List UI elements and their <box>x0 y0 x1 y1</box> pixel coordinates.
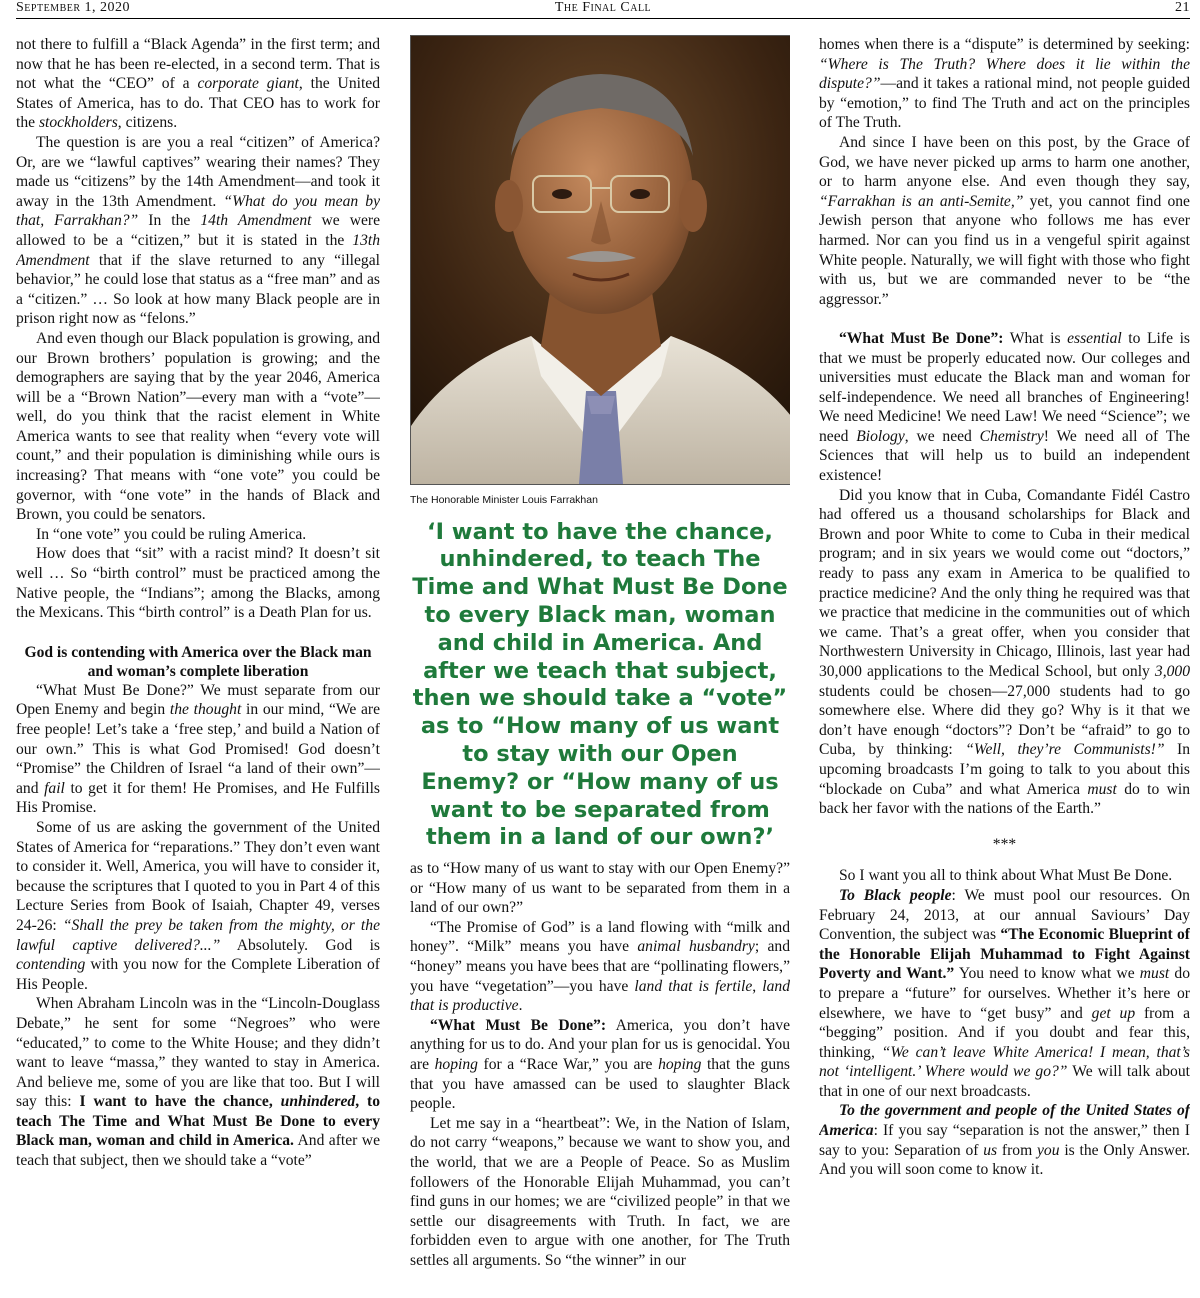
paragraph: The question is are you a real “citizen” of America? Or, are we “lawful captives” wearing their names? They made us “citizens” by the 14th Amendment—and took it away in the 13th Amendment. “What do you mean by that, Farrakhan?” In the 14th Amendment we were allowed to be a “citizen,” but it is stated in the 13th Amendment that if the slave returned to any “illegal behavior,” he could lose that status as a “free man” and as a “citizen.” … So look at how many Black people are in prison right now as “felons.” <box>16 133 380 328</box>
paragraph: And even though our Black population is growing, and our Brown brothers’ population is growing; and the demographers are saying that by the year 2046, America will be a “Brown Nation”—every man with a “vote”—well, do you think that the racist element in White America wants to see that reality when “every vote will count,” and their population is diminishing while ours is increasing? That means with “one vote” you could be governor, with “one vote” in the hands of Black and Brown, you could be senators. <box>16 329 380 524</box>
paragraph: In “one vote” you could be ruling America. <box>36 525 307 543</box>
paragraph: To Black people: We must pool our resources. On February 24, 2013, at our annual Saviours’ Day Convention, the subject was “The Economic Blueprint of the Honorable Elijah Muhammad to Fight Against Poverty and Want.” You need to know what we must do to prepare a “future” for ourselves. Whether it’s here or elsewhere, we have to “get busy” and get up from a “begging” position. And if you doubt and fear this, thinking, “We can’t leave White America! I mean, that’s not ‘intelligent.’ Where would we go?” We will talk about that in one of our next broadcasts. <box>819 886 1190 1100</box>
publication-name: The Final Call <box>554 0 652 15</box>
section-break: *** <box>992 835 1017 853</box>
page-number: 21 <box>1175 0 1190 15</box>
paragraph: When Abraham Lincoln was in the “Lincoln-Douglass Debate,” he sent for some “Negroes” who were “educated,” to come to the White House; and they didn’t want to leave “massa,” they wanted to stay in America. And believe me, some of you are like that too. But I will say this: I want to have the chance, unhindered, to teach The Time and What Must Be Done to every Black man, woman and child in America. And after we teach that subject, then we should take a “vote” <box>16 995 380 1170</box>
paragraph: “What Must Be Done”: America, you don’t have anything for us to do. And your plan for us is genocidal. You are hoping for a “Race War,” you are hoping that the guns that you have amassed can be used to slaughter Black people. <box>410 1016 790 1113</box>
paragraph: as to “How many of us want to stay with our Open Enemy?” or “How many of us want to be separated from them in a land of our own?” <box>410 860 790 917</box>
portrait-illustration <box>411 36 790 484</box>
article-column-3 <box>819 35 1190 1298</box>
article-column-1 <box>16 35 380 1298</box>
page-header <box>16 0 1190 19</box>
photo-caption: The Honorable Minister Louis Farrakhan <box>410 494 598 506</box>
paragraph: Let me say in a “heartbeat”: We, in the Nation of Islam, do not carry “weapons,” because we want to show you, and the world, that we are a People of Peace. So as Muslim followers of the Honorable Elijah Muhammad, you can’t find guns in our homes; we are “civilized people” in that we settle our disagreements with Truth. In fact, we are forbidden even to argue with one another, for The Truth settles all arguments. So “the winner” in our <box>410 1114 790 1269</box>
paragraph: Some of us are asking the government of the United States of America for “reparations.” They don’t even want to consider it. Well, America, you will have to consider it, because the scriptures that I quoted to you in Part 4 of this Lecture Series from Book of Isaiah, Chapter 49, verses 24-26: “Shall the prey be taken from the mighty, or the lawful captive delivered?...” Absolutely. God is contending with you now for the Complete Liberation of His People. <box>16 818 380 993</box>
paragraph: “What Must Be Done”: What is essential to Life is that we must be properly educated now. Our colleges and universities must educate the Black man and woman for self-independence. We need all branches of Engineering! We need Medicine! We need Law! We need “Science”; we need Biology, we need Chemistry! We need all of The Sciences that will help us to build an independent existence! <box>819 329 1190 485</box>
paragraph: not there to fulfill a “Black Agenda” in the first term; and now that he has been re-elected, in a second term. That is not what the “CEO” of a corporate giant, the United States of America, has to do. That CEO has to work for the stockholders, citizens. <box>16 36 380 132</box>
paragraph: And since I have been on this post, by the Grace of God, we have never picked up arms to harm one another, or to harm anyone else. And even though they say, “Farrakhan is an anti-Semite,” yet, you cannot find one Jewish person that anyone who follows me has ever harmed. Nor can you find us in a vengeful spirit against White people. Naturally, we will fight with those who fight with us, but we are commanded never to be “the aggressor.” <box>819 133 1190 308</box>
pull-quote: ‘I want to have the chance, unhindered, to teach The Time and What Must Be Done to every Black man, woman and child in America. And after we teach that subject, then we should take a “vote” as to “How many of us want to stay with our Open Enemy? or “How many of us want to be separated from them in a land of our own?’ <box>412 518 788 851</box>
paragraph: “What Must Be Done?” We must separate from our Open Enemy and begin the thought in our mind, “We are free people! Let’s take a ‘free step,’ and build a Nation of our own.” This is what God Promised! God doesn’t “Promise” the Children of Israel “a land of their own”—and fail to get it for them! He Promises, and He Fulfills His Promise. <box>16 681 380 817</box>
paragraph: homes when there is a “dispute” is determined by seeking: “Where is The Truth? Where does it lie within the dispute?”—and it takes a rational mind, not people guided by “emotion,” to find The Truth and act on the principles of The Truth. <box>819 36 1190 132</box>
paragraph: To the government and people of the United States of America: If you say “separation is not the answer,” then I say to you: Separation of us from you is the Only Answer. And you will soon come to know it. <box>819 1102 1190 1179</box>
section-subheading: God is contending with America over the Black man and woman’s complete liberation <box>24 643 372 680</box>
portrait-photo <box>410 35 790 485</box>
paragraph: “The Promise of God” is a land flowing with “milk and honey”. “Milk” means you have animal husbandry; and “honey” means you have bees that are “pollinating flowers,” you have “vegetation”—you have land that is fertile, land that is productive. <box>410 918 790 1015</box>
issue-date: September 1, 2020 <box>16 0 131 15</box>
article-column-2 <box>410 35 790 1298</box>
paragraph: Did you know that in Cuba, Comandante Fidél Castro had offered us a thousand scholarships for Black and Brown and poor White to come to Cuba in their medical program; and in six years we would come out “doctors,” ready to pass any exam in America to be qualified to practice medicine? And the only thing he required was that we practice that medicine in the communities out of which we came. That’s a great offer, when you consider that Northwestern University in Chicago, Illinois, last year had 30,000 applications to the Medical School, but only 3,000 students could be chosen—27,000 students had to go somewhere else. Where did they go? Why is it that we don’t have enough “doctors”? Don’t be “afraid” to go to Cuba, by thinking: “Well, they’re Communists!” In upcoming broadcasts I’m going to talk to you about this “blockade on Cuba” and what America must do to win back her favor with the nations of the Earth.” <box>819 486 1190 818</box>
paragraph: So I want you all to think about What Must Be Done. <box>839 867 1173 885</box>
column-2-text <box>410 859 790 1270</box>
paragraph: How does that “sit” with a racist mind? It doesn’t sit well … So “birth control” must be practiced among the Native people, the “Indians”; among the Blacks, among the Mexicans. This “birth control” is a Death Plan for us. <box>16 545 380 622</box>
